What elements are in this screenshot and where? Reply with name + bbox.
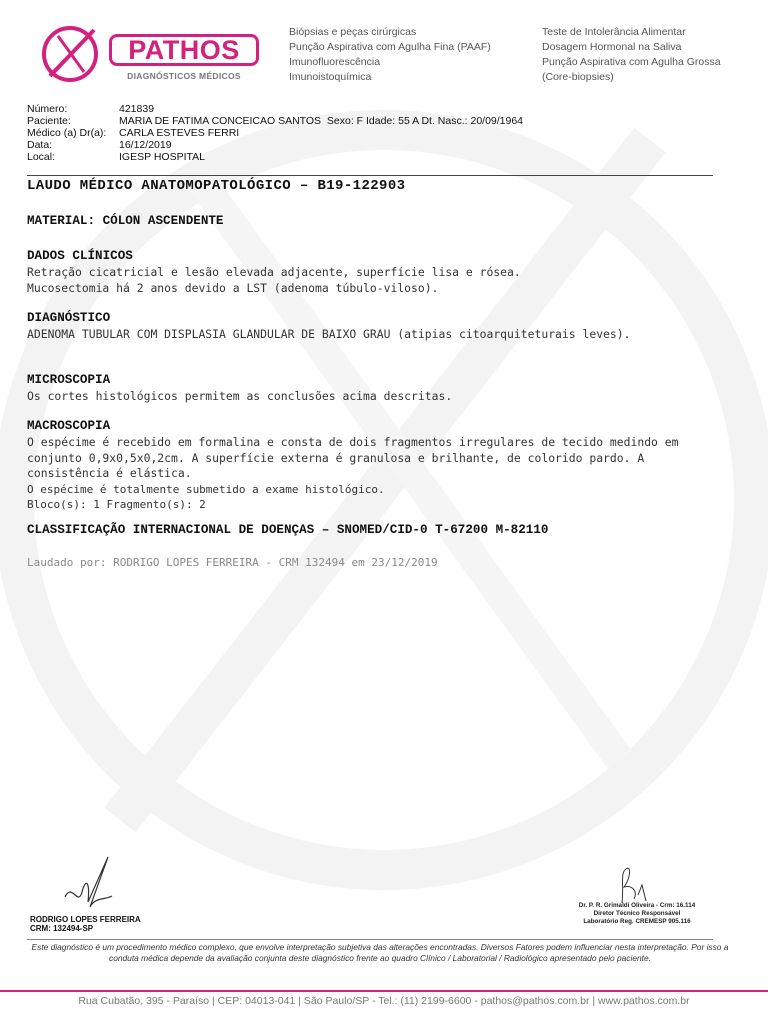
- macro-line: O espécime é totalmente submetido a exame histológico.: [27, 483, 385, 496]
- dados-clinicos-text: [27, 265, 521, 296]
- laudado-por: Laudado por: RODRIGO LOPES FERREIRA - CRM 132494 em 23/12/2019: [27, 556, 438, 569]
- info-row-numero: [27, 103, 523, 115]
- macroscopia-text: O espécime é recebido em formalina e consta de dois fragmentos irregulares de tecido medindo em conjunto 0,9x0,5x0,2cm. A superfície externa é granulosa e brilhante, de colorido pardo. A consistência é elástica.: [27, 435, 679, 480]
- services-column-2: [542, 25, 721, 85]
- local-value: IGESP HOSPITAL: [119, 151, 205, 163]
- service-item: Dosagem Hormonal na Saliva: [542, 41, 682, 53]
- report-title: LAUDO MÉDICO ANATOMOPATOLÓGICO – B19-122903: [27, 178, 406, 194]
- brand-name: PATHOS: [128, 34, 240, 65]
- info-row-data: [27, 139, 523, 151]
- service-item: Imunoistoquímica: [289, 71, 372, 83]
- service-item: (Core-biopsies): [542, 71, 614, 83]
- diagnostico-text: ADENOMA TUBULAR COM DISPLASIA GLANDULAR DE BAIXO GRAU (atipias citoarquiteturais leves).: [27, 327, 631, 341]
- pathos-logo-icon: [38, 22, 102, 86]
- disclaimer: Este diagnóstico é um procedimento médico complexo, que envolve interpretação subjetiva das alterações encontradas. Diversos Fatores podem influenciar nesta interpretação. Por isso a conduta médica depende da avaliação conjunta deste diagnóstico frente ao quadro Clínico / Laboratorial / Radiológico apresentado pelo paciente.: [31, 942, 729, 963]
- signer-crm: CRM: 132494-SP: [30, 924, 94, 933]
- numero-value: 421839: [119, 103, 155, 115]
- divider: [27, 175, 713, 176]
- dados-line: Retração cicatricial e lesão elevada adjacente, superfície lisa e rósea.: [27, 265, 521, 279]
- cid-classification: CLASSIFICAÇÃO INTERNACIONAL DE DOENÇAS – SNOMED/CID-0 T-67200 M-82110: [27, 523, 549, 537]
- footer-divider: [0, 990, 768, 992]
- service-item: Biópsias e peças cirúrgicas: [289, 26, 417, 38]
- diagnostico-heading: DIAGNÓSTICO: [27, 311, 111, 325]
- medico-label: Médico (a) Dr(a):: [27, 127, 107, 139]
- macroscopia-details: [27, 482, 385, 512]
- info-row-paciente: [27, 115, 523, 127]
- patient-info: [27, 103, 523, 163]
- signer-name: RODRIGO LOPES FERREIRA: [30, 915, 141, 924]
- info-row-medico: [27, 127, 523, 139]
- medico-value: CARLA ESTEVES FERRI: [119, 127, 240, 139]
- service-item: Teste de Intolerância Alimentar: [542, 26, 686, 38]
- signature-left-image: [60, 852, 120, 914]
- brand-subtitle: DIAGNÓSTICOS MÉDICOS: [127, 71, 241, 81]
- signature-right-image: [612, 865, 652, 905]
- service-item: Punção Aspirativa com Agulha Fina (PAAF): [289, 41, 491, 53]
- material-heading: MATERIAL: CÓLON ASCENDENTE: [27, 214, 224, 228]
- macroscopia-heading: MACROSCOPIA: [27, 419, 111, 433]
- brand-logo: [109, 34, 259, 66]
- signature-left-text: [30, 915, 141, 933]
- microscopia-heading: MICROSCOPIA: [27, 373, 111, 387]
- footer-address: Rua Cubatão, 395 - Paraíso | CEP: 04013-041 | São Paulo/SP - Tel.: (11) 2199-6600 - pathos@pathos.com.br | www.pathos.com.br: [78, 995, 690, 1007]
- paciente-label: Paciente:: [27, 115, 71, 127]
- macro-line: Bloco(s): 1 Fragmento(s): 2: [27, 498, 206, 511]
- numero-label: Número:: [27, 103, 68, 115]
- dados-line: Mucosectomia há 2 anos devido a LST (adenoma túbulo-viloso).: [27, 280, 439, 295]
- info-row-local: [27, 151, 523, 163]
- data-label: Data:: [27, 139, 53, 151]
- divider: [27, 939, 713, 940]
- service-item: Punção Aspirativa com Agulha Grossa: [542, 56, 721, 68]
- dados-clinicos-heading: DADOS CLÍNICOS: [27, 249, 133, 263]
- local-label: Local:: [27, 151, 56, 163]
- director-name: Dr. P. R. Grimaldi Oliveira - Crm: 16.114: [578, 902, 696, 909]
- paciente-value: MARIA DE FATIMA CONCEICAO SANTOS Sexo: F Idade: 55 A Dt. Nasc.: 20/09/1964: [119, 115, 524, 127]
- services-column-1: [289, 25, 491, 85]
- service-item: Imunofluorescência: [289, 56, 381, 68]
- signature-right-text: [572, 902, 702, 926]
- director-role: Diretor Técnico Responsável: [593, 910, 681, 917]
- data-value: 16/12/2019: [119, 139, 172, 151]
- lab-registration: Laboratório Reg. CREMESP 905.116: [583, 918, 691, 925]
- microscopia-text: Os cortes histológicos permitem as conclusões acima descritas.: [27, 389, 453, 403]
